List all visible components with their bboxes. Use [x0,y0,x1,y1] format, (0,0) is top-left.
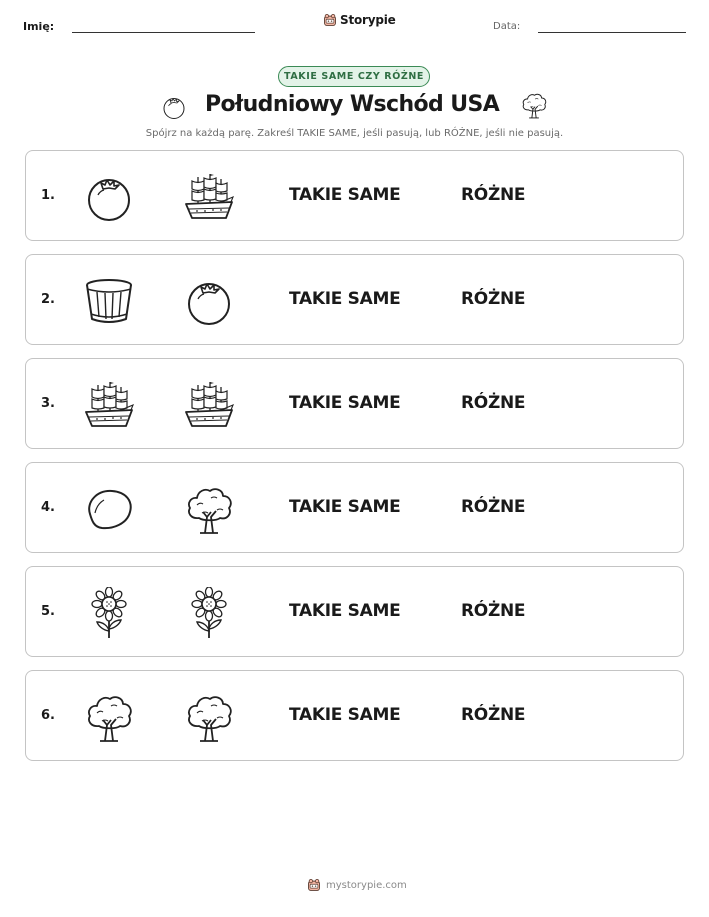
question-row [25,566,684,657]
storypie-logo-icon [323,13,337,27]
tree-icon [520,91,548,119]
potato-icon [83,483,135,535]
title-block [0,90,709,126]
date-label: Data: [493,21,521,32]
tree-icon [183,483,235,535]
option-same[interactable]: TAKIE SAME [289,289,401,309]
option-same[interactable]: TAKIE SAME [289,601,401,621]
option-different[interactable]: RÓŻNE [461,289,526,309]
sunflower-icon [83,587,135,639]
sunflower-icon [183,587,235,639]
ship-icon [183,379,235,431]
question-number: 1. [41,188,55,203]
question-number: 6. [41,708,55,723]
question-number: 2. [41,292,55,307]
instructions: Spójrz na każdą parę. Zakreśl TAKIE SAME, jeśli pasują, lub RÓŻNE, jeśli nie pasują. [145,128,564,139]
question-row [25,254,684,345]
ship-icon [183,171,235,223]
option-same[interactable]: TAKIE SAME [289,185,401,205]
tree-icon [83,691,135,743]
name-label: Imię: [23,20,55,33]
page-title: Południowy Wschód USA [205,92,500,117]
tree-icon [183,691,235,743]
question-row [25,358,684,449]
option-different[interactable]: RÓŻNE [461,601,526,621]
brand-name: Storypie [340,13,396,27]
question-row [25,462,684,553]
option-different[interactable]: RÓŻNE [461,497,526,517]
ship-icon [83,379,135,431]
drum-icon [83,275,135,327]
worksheet-type-badge: TAKIE SAME CZY RÓŻNE [278,66,430,87]
date-field-line[interactable] [538,32,686,33]
option-different[interactable]: RÓŻNE [461,185,526,205]
storypie-logo-icon [307,878,321,892]
footer-url[interactable]: mystorypie.com [326,879,407,891]
option-same[interactable]: TAKIE SAME [289,393,401,413]
footer [307,878,407,892]
brand-logo [323,13,396,27]
option-same[interactable]: TAKIE SAME [289,705,401,725]
question-row [25,670,684,761]
tomato-icon [183,275,235,327]
tomato-icon [83,171,135,223]
option-different[interactable]: RÓŻNE [461,393,526,413]
tomato-icon [161,94,187,120]
name-field-line[interactable] [72,32,255,33]
question-number: 5. [41,604,55,619]
option-same[interactable]: TAKIE SAME [289,497,401,517]
question-row [25,150,684,241]
question-number: 4. [41,500,55,515]
option-different[interactable]: RÓŻNE [461,705,526,725]
question-number: 3. [41,396,55,411]
worksheet-header [0,0,709,50]
